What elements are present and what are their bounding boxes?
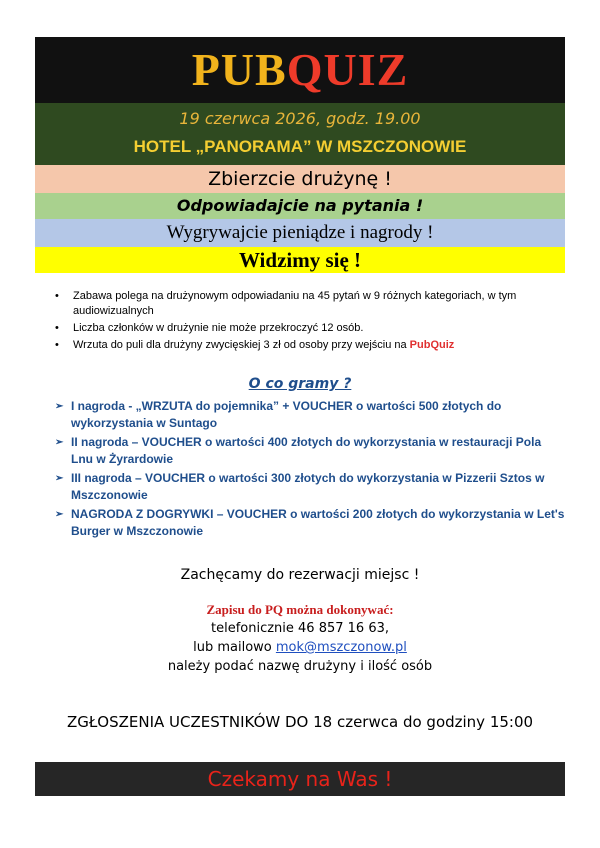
banner-answer: Odpowiadajcie na pytania ! — [35, 193, 565, 219]
banner-team: Zbierzcie drużynę ! — [35, 165, 565, 193]
booking-email-line — [0, 638, 600, 657]
booking-title: Zapisu do PQ można dokonywać: — [206, 602, 394, 617]
prize-item — [55, 398, 565, 432]
prize-text: II nagroda – VOUCHER o wartości 400 złotych do wykorzystania w restauracji Pola Lnu w Żyrardowie — [71, 435, 542, 466]
footer-banner: Czekamy na Was ! — [35, 762, 565, 796]
title-pub: PUB — [191, 44, 287, 95]
bullet-icon: • — [55, 290, 59, 302]
rules-list — [55, 289, 555, 355]
arrow-bullet-icon: ➢ — [55, 437, 64, 448]
bullet-icon: • — [55, 339, 59, 351]
event-date: 19 czerwca 2026, godz. 19.00 — [179, 109, 421, 128]
prizes-list — [55, 398, 565, 542]
arrow-bullet-icon: ➢ — [55, 509, 64, 520]
booking-email-prefix: lub mailowo — [193, 640, 276, 655]
reservation-invite: Zachęcamy do rezerwacji miejsc ! — [180, 567, 420, 583]
prize-item — [55, 506, 565, 540]
banner-win: Wygrywajcie pieniądze i nagrody ! — [35, 219, 565, 247]
rule-item — [55, 338, 555, 353]
prize-item — [55, 434, 565, 468]
booking-phone: telefonicznie 46 857 16 63, — [210, 621, 389, 636]
arrow-bullet-icon: ➢ — [55, 401, 64, 412]
arrow-bullet-icon: ➢ — [55, 473, 64, 484]
poster-title — [35, 37, 565, 103]
booking-email-link[interactable]: mok@mszczonow.pl — [275, 640, 407, 655]
event-info-band — [35, 103, 565, 165]
booking-info — [0, 600, 600, 676]
rule-text: Zabawa polega na drużynowym odpowiadaniu na 45 pytań w 9 różnych kategoriach, w tym audiowizualnych — [73, 290, 517, 317]
prize-text: NAGRODA Z DOGRYWKI – VOUCHER o wartości 200 złotych do wykorzystania w Let's Burger w Mszczonowie — [71, 507, 565, 538]
booking-note: należy podać nazwę drużyny i ilość osób — [167, 659, 433, 674]
prize-text: III nagroda – VOUCHER o wartości 300 złotych do wykorzystania w Pizzerii Sztos w Mszczonowie — [71, 471, 545, 502]
rule-item — [55, 289, 555, 319]
registration-deadline: ZGŁOSZENIA UCZESTNIKÓW DO 18 czerwca do godziny 15:00 — [66, 713, 534, 731]
event-venue: HOTEL „PANORAMA” W MSZCZONOWIE — [133, 137, 467, 156]
bullet-icon: • — [55, 322, 59, 334]
prizes-heading: O co gramy ? — [248, 376, 352, 392]
title-quiz: QUIZ — [286, 44, 409, 95]
pubquiz-highlight: PubQuiz — [409, 339, 455, 351]
prize-item — [55, 470, 565, 504]
banner-see-you: Widzimy się ! — [35, 247, 565, 273]
rule-item — [55, 321, 555, 336]
prize-text: I nagroda - „WRZUTA do pojemnika” + VOUCHER o wartości 500 złotych do wykorzystania w Suntago — [71, 399, 502, 430]
rule-text: Liczba członków w drużynie nie może przekroczyć 12 osób. — [73, 322, 364, 334]
rule-text: Wrzuta do puli dla drużyny zwycięskiej 3 zł od osoby przy wejściu na — [73, 339, 410, 351]
